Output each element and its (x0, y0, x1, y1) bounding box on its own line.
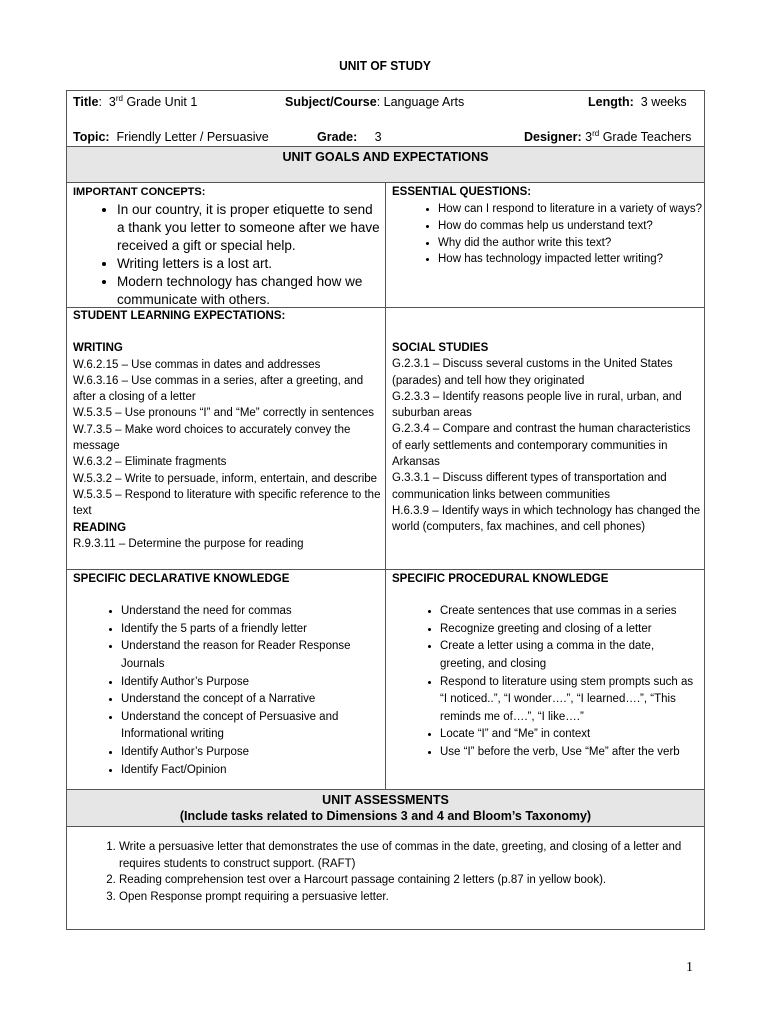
length-field: Length: 3 weeks (588, 95, 687, 109)
writing-line: text (73, 505, 92, 518)
writing-line: after a closing of a letter (73, 391, 196, 404)
social-line: G.2.3.3 – Identify reasons people live in rural, urban, and (392, 390, 682, 403)
writing-line: message (73, 440, 120, 453)
social-line: communication links between communities (392, 488, 610, 501)
writing-line: W.6.3.16 – Use commas in a series, after a greeting, and (73, 374, 364, 387)
assessments-band (67, 789, 704, 827)
writing-line: W.5.3.5 – Use pronouns “I” and “Me” correctly in sentences (73, 407, 375, 420)
procedural-knowledge-cell (392, 571, 702, 762)
procedural-item: • Use “I” before the verb, Use “Me” after the verb (440, 744, 696, 762)
procedural-item: • Recognize greeting and closing of a letter (440, 621, 696, 639)
declarative-item: • Understand the need for commas (121, 603, 373, 621)
concept-item: • Writing letters is a lost art. (117, 255, 381, 273)
essential-questions-cell (392, 184, 702, 268)
social-line: G.2.3.4 – Compare and contrast the human characteristics (392, 423, 691, 436)
declarative-item: • Identify Fact/Opinion (121, 762, 373, 780)
row-divider (67, 569, 704, 570)
writing-line: W.6.3.2 – Eliminate fragments (73, 456, 227, 469)
declarative-item: • Understand the concept of a Narrative (121, 691, 373, 709)
writing-line: W.5.3.5 – Respond to literature with specific reference to the (73, 488, 381, 501)
writing-label: WRITING (73, 342, 123, 355)
reading-label: READING (73, 521, 127, 534)
social-line: H.6.3.9 – Identify ways in which technology has changed the (392, 504, 701, 517)
declarative-item: • Understand the reason for Reader Response Journals (121, 638, 373, 673)
assessments-list-cell (67, 839, 697, 905)
designer-field: Designer: 3rd Grade Teachers (524, 128, 692, 144)
writing-line: W.6.2.15 – Use commas in dates and addresses (73, 358, 321, 371)
assessments-subtitle: (Include tasks related to Dimensions 3 and 4 and Bloom’s Taxonomy) (179, 809, 592, 823)
procedural-item: • Create a letter using a comma in the date, greeting, and closing (440, 638, 696, 673)
declarative-item: • Understand the concept of Persuasive and Informational writing (121, 709, 373, 744)
question-item: • How has technology impacted letter writing? (438, 251, 702, 268)
important-concepts-label: IMPORTANT CONCEPTS: (73, 186, 206, 198)
assessment-item: 1. Write a persuasive letter that demonstrates the use of commas in the date, greeting, and closing of a letter and requires students to construct support. (RAFT) (119, 839, 697, 872)
important-concepts-cell (73, 184, 381, 309)
social-line: of early settlements and contemporary communities in (392, 439, 668, 452)
goals-band: UNIT GOALS AND EXPECTATIONS (67, 146, 704, 183)
document-title: UNIT OF STUDY (339, 58, 431, 73)
topic-field: Topic: Friendly Letter / Persuasive (73, 130, 269, 144)
learning-expectations-cell (73, 308, 383, 552)
procedural-item: • Respond to literature using stem prompts such as “I noticed..”, “I wonder….”, “I learned….”, “This reminds me of….”, “I like….” (440, 674, 696, 727)
social-studies-cell (392, 340, 702, 536)
reading-line: R.9.3.11 – Determine the purpose for reading (73, 537, 304, 550)
writing-line: W.7.3.5 – Make word choices to accurately convey the (73, 423, 351, 436)
concept-item: • Modern technology has changed how we communicate with others. (117, 273, 381, 309)
declarative-label: SPECIFIC DECLARATIVE KNOWLEDGE (73, 573, 290, 585)
essential-questions-label: ESSENTIAL QUESTIONS: (392, 186, 532, 198)
unit-table (66, 90, 705, 930)
social-line: G.3.3.1 – Discuss different types of transportation and (392, 472, 667, 485)
social-line: Arkansas (392, 456, 440, 469)
question-item: • Why did the author write this text? (438, 235, 702, 252)
social-line: suburban areas (392, 407, 472, 420)
assessment-item: 2. Reading comprehension test over a Harcourt passage containing 2 letters (p.87 in yellow book). (119, 872, 697, 889)
page-number: 1 (686, 960, 693, 975)
question-item: • How can I respond to literature in a variety of ways? (438, 201, 702, 218)
declarative-item: • Identify the 5 parts of a friendly letter (121, 621, 373, 639)
declarative-item: • Identify Author’s Purpose (121, 744, 373, 762)
writing-line: W.5.3.2 – Write to persuade, inform, entertain, and describe (73, 472, 378, 485)
social-line: world (computers, fax machines, and cell phones) (392, 521, 646, 534)
column-divider (385, 183, 386, 791)
social-line: (parades) and tell how they originated (392, 374, 585, 387)
procedural-item: • Create sentences that use commas in a series (440, 603, 696, 621)
concept-item: • In our country, it is proper etiquette to send a thank you letter to someone after we have received a gift or special help. (117, 201, 381, 255)
declarative-knowledge-cell (73, 571, 383, 779)
grade-field: Grade: 3 (317, 130, 382, 144)
title-field: Title: 3rd Grade Unit 1 (73, 93, 198, 109)
assessment-item: 3. Open Response prompt requiring a persuasive letter. (119, 889, 697, 906)
assessments-title: UNIT ASSESSMENTS (322, 793, 449, 807)
procedural-label: SPECIFIC PROCEDURAL KNOWLEDGE (392, 573, 609, 585)
question-item: • How do commas help us understand text? (438, 218, 702, 235)
social-studies-label: SOCIAL STUDIES (392, 342, 489, 354)
declarative-item: • Identify Author’s Purpose (121, 674, 373, 692)
learning-expectations-label: STUDENT LEARNING EXPECTATIONS: (73, 310, 286, 322)
unit-header (67, 91, 704, 146)
social-line: G.2.3.1 – Discuss several customs in the United States (392, 358, 673, 371)
subject-field: Subject/Course: Language Arts (285, 95, 465, 109)
procedural-item: • Locate “I” and “Me” in context (440, 726, 696, 744)
